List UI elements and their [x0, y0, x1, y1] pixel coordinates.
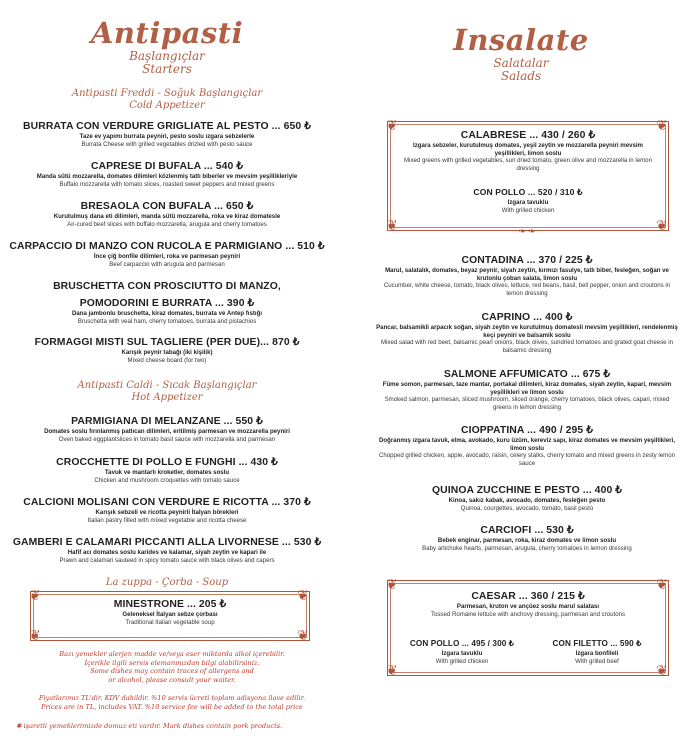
- caesar-con-filetto: [534, 637, 660, 665]
- cold-header-en: Cold Appetizer: [129, 100, 205, 111]
- corner-ornament-icon: ❦: [29, 587, 41, 603]
- menu-item-formaggi: [4, 336, 330, 364]
- item-name: CON POLLO ... 495 / 300 ₺: [409, 639, 515, 648]
- cold-header-text: Antipasti Freddi - Soğuk Başlangıçlar: [71, 88, 263, 99]
- allergen-note: Bazı yemekler alerjen madde ve/veya eser miktarda alkol içerebilir.: [59, 650, 285, 658]
- item-desc-tr: Manda sütü mozzarella, domates dilimleri közlenmiş tatlı biberler ve mevsim yeşillikleriyle: [36, 173, 298, 180]
- item-desc-en: Quinoa, courgettes, avocado, tomato, basil pesto: [460, 504, 594, 512]
- corner-ornament-icon: ❦: [297, 587, 309, 603]
- item-name: CON POLLO ... 520 / 310 ₺: [473, 187, 583, 197]
- item-desc-en: With grilled beef: [575, 657, 619, 665]
- corner-ornament-icon: ❦: [386, 217, 398, 233]
- item-desc-en: Mixed greens with grilled vegetables, sun dried tomato, green olive and mozzarella in lemon dressing: [404, 157, 652, 172]
- item-desc-tr: Taze ev yapımı burrata peyniri, pesto soslu ızgara sebzelerle: [79, 133, 255, 140]
- item-name-line2: POMODORINI E BURRATA ... 390 ₺: [79, 298, 255, 309]
- item-desc-en: Air-cured beef slices with buffalo mozzarella, arugula and cherry tomatoes: [67, 220, 267, 228]
- menu-item-crocchette: [4, 456, 330, 484]
- item-desc-tr: Izgara sebzeler, kurutulmuş domates, yeşil zeytin ve mozzarella peyniri mevsim yeşillikleri, limon soslu: [413, 142, 643, 157]
- item-name: MINESTRONE ... 205 ₺: [113, 599, 227, 610]
- antipasti-title-tr: Başlangıçlar: [129, 49, 205, 63]
- item-desc-en: Chicken and mushroom croquettes with tomato sauce: [94, 476, 240, 484]
- corner-ornament-icon: ❦: [297, 627, 309, 643]
- menu-item-caprese: [4, 160, 330, 188]
- item-desc-tr: Marul, salatalık, domates, beyaz peynir, siyah zeytin, kırmızı fasulye, tatlı biber, fesleğen, soğan ve krutonlu çoban salata, limon soslu: [385, 267, 669, 282]
- calabrese-con-pollo: [398, 186, 658, 214]
- item-name: CALABRESE ... 430 / 260 ₺: [460, 130, 596, 141]
- hot-header-text: Antipasti Caldi - Sıcak Başlangıçlar: [77, 380, 257, 391]
- corner-ornament-icon: ❦: [656, 217, 668, 233]
- item-desc-tr: Karışık peynir tabağı (iki kişilik): [121, 349, 213, 356]
- caesar-frame: [386, 576, 669, 678]
- item-desc-en: Smoked salmon, parmesan, sliced mushroom, sliced orange, cherry tomatoes, black olives, capari, mixed greens in lemon dressing: [384, 396, 670, 411]
- insalate-heading: [356, 25, 686, 83]
- corner-ornament-icon: ❦: [656, 576, 668, 592]
- pork-marker-icon: ✱: [16, 721, 24, 730]
- soup-header: [4, 577, 330, 589]
- price-note: Prices are in TL, includes VAT. %10 service fee will be added to the total price: [41, 702, 303, 711]
- soup-frame: [29, 587, 310, 643]
- item-desc-tr: Dana jambonlu bruschetta, kiraz domates, burrata ve Antep fıstığı: [71, 310, 263, 317]
- corner-ornament-icon: ❦: [656, 117, 668, 133]
- corner-ornament-icon: ❦: [386, 117, 398, 133]
- menu-item-caprino: [376, 311, 678, 354]
- item-name: CIOPPATINA ... 490 / 295 ₺: [460, 425, 593, 436]
- cold-appetizer-header: [4, 88, 330, 112]
- item-desc-tr: Geleneksel İtalyan sebze çorbası: [122, 611, 218, 618]
- hot-header-en: Hot Appetizer: [131, 392, 203, 403]
- item-desc-tr: Izgara bonfileli: [575, 650, 619, 657]
- item-name: CARPACCIO DI MANZO CON RUCOLA E PARMIGIANO ... 510 ₺: [9, 241, 325, 252]
- item-desc-en: Mixed cheese board (for two): [127, 356, 207, 364]
- item-desc-tr: Bebek enginar, parmesan, roka, kiraz domates ve limon soslu: [437, 537, 617, 544]
- item-desc-en: Bruschetta with veal ham, cherry tomatoes, burrata and pistachios: [77, 317, 257, 325]
- item-name: FORMAGGI MISTI SUL TAGLIERE (PER DUE)... 870 ₺: [34, 337, 300, 348]
- pork-note-text: işaretli yemeklerimizde domuz eti vardır. Mark dishes contain pork products.: [23, 721, 283, 730]
- item-name: BRUSCHETTA CON PROSCIUTTO DI MANZO,: [53, 281, 281, 292]
- item-desc-tr: Karışık sebzeli ve ricotta peynirli İtalyan börekleri: [95, 509, 239, 516]
- notes-block: [14, 650, 330, 730]
- menu-item-gamberi: [4, 536, 330, 564]
- item-desc-tr: Parmesan, kruton ve ançüez soslu marul salatası: [456, 603, 600, 610]
- allergen-note: İçerikle ilgili servis elemanınızdan bilgi alabilirsiniz.: [84, 658, 260, 667]
- item-desc-en: Prawn and calamari sauteed in spicy tomato sauce with black olives and capers: [59, 556, 275, 564]
- item-name: CALCIONI MOLISANI CON VERDURE E RICOTTA ... 370 ₺: [23, 497, 311, 508]
- item-desc-en: Italian pastry filled with mixed vegetable and ricotta cheese: [87, 516, 247, 524]
- item-desc-en: Beef carpaccio with arugula and parmesan: [109, 260, 225, 268]
- hot-appetizer-header: [4, 380, 330, 404]
- item-name: CROCCHETTE DI POLLO E FUNGHI ... 430 ₺: [56, 457, 278, 468]
- item-name: CAESAR ... 360 / 215 ₺: [471, 591, 585, 602]
- item-desc-en: Baby artichoke hearts, parmesan, arugula, cherry tomatoes in lemon dressing: [422, 544, 632, 552]
- menu-item-salmone: [376, 368, 678, 411]
- item-desc-tr: Kurutulmuş dana eti dilimleri, manda sütü mozzarella, roka ve kiraz domatesle: [53, 213, 281, 220]
- menu-item-bresaola: [4, 200, 330, 228]
- item-name: CONTADINA ... 370 / 225 ₺: [461, 255, 593, 266]
- item-name: CAPRESE DI BUFALA ... 540 ₺: [90, 161, 244, 172]
- insalate-title-en: Salads: [500, 69, 542, 83]
- menu-item-parmigiana: [4, 415, 330, 443]
- item-desc-en: Buffalo mozzarella with tomato slices, roasted sweet peppers and mixed greens: [59, 180, 275, 188]
- item-desc-tr: Izgara tavuklu: [507, 199, 549, 206]
- item-desc-tr: Hafif acı domates soslu karides ve kalamar, siyah zeytin ve kapari ile: [67, 549, 267, 556]
- menu-item-calabrese: [398, 129, 658, 172]
- pork-note: [14, 722, 330, 731]
- corner-ornament-icon: ❦: [386, 662, 398, 678]
- menu-item-contadina: [376, 254, 678, 297]
- corner-ornament-icon: ❦: [386, 576, 398, 592]
- item-name: CAPRINO ... 400 ₺: [481, 312, 573, 323]
- allergen-note: Some dishes may contain traces of allergens and: [90, 667, 254, 676]
- menu-item-calcioni: [4, 496, 330, 524]
- antipasti-title-en: Starters: [142, 62, 192, 76]
- item-desc-en: With grilled chicken: [501, 206, 555, 214]
- item-name: CARCIOFI ... 530 ₺: [480, 525, 574, 536]
- item-desc-tr: Doğranmış ızgara tavuk, elma, avokado, kuru üzüm, kereviz sapı, kiraz domates ve mevsim yeşillikleri, limon soslu: [378, 437, 675, 452]
- menu-item-cioppatina: [376, 424, 678, 467]
- item-desc-tr: Füme somon, parmesan, taze mantar, portakal dilimleri, kiraz domates, siyah zeytin, kapari, mevsim yeşillikleri ve limon soslu: [382, 381, 672, 396]
- divider-ornament-icon: ❧❧: [518, 226, 538, 236]
- menu-item-caesar: [398, 590, 658, 618]
- menu-item-carpaccio: [4, 240, 330, 268]
- item-desc-tr: İnce çiğ bonfile dilimleri, roka ve parmesan peyniri: [93, 253, 241, 260]
- insalate-title: Insalate: [453, 23, 589, 57]
- corner-ornament-icon: ❦: [29, 627, 41, 643]
- item-desc-en: Tossed Romaine lettuce with anchovy dressing, parmesan and croutons: [430, 610, 626, 618]
- menu-item-quinoa: [376, 484, 678, 512]
- item-desc-tr: Pancar, balsamikli arpacık soğan, siyah zeytin ve kurutulmuş domatesli mevsim yeşillikleri, rendelenmiş keçi peyniri ve balsamik soslu: [376, 324, 678, 339]
- item-name: SALMONE AFFUMICATO ... 675 ₺: [443, 369, 611, 380]
- item-desc-en: Mixed salad with red beet, balsamic pearl onions, black olives, sundried tomatoes and grated goat cheese in balsamic dressing: [381, 339, 673, 354]
- menu-item-burrata: [4, 120, 330, 148]
- item-desc-tr: Izgara tavuklu: [441, 650, 483, 657]
- item-desc-en: Traditional Italian vegetable soup: [125, 618, 215, 626]
- allergen-note: or alcohol, please consult your waiter.: [108, 675, 236, 684]
- item-name: CON FILETTO ... 590 ₺: [552, 639, 642, 648]
- item-desc-en: Burrata Cheese with grilled vegetables drizled with pesto sauce: [81, 140, 253, 148]
- item-desc-en: Chopped grilled chicken, apple, avocado, raisin, celery stalks, cherry tomato and mixed greens in zesty lemon sauce: [378, 452, 676, 467]
- insalate-title-tr: Salatalar: [493, 56, 549, 70]
- corner-ornament-icon: ❦: [656, 662, 668, 678]
- caesar-con-pollo: [402, 637, 522, 665]
- item-desc-en: Oven baked eggplantslices in tomato basil sauce with mozzarella and parmesan: [58, 435, 276, 443]
- item-name: PARMIGIANA DI MELANZANE ... 550 ₺: [71, 416, 263, 427]
- item-desc-en: Cucumber, white cheese, tomato, black olives, lettuce, red beans, basil, bell pepper, onion and croutons in lemon dressing: [383, 282, 671, 297]
- antipasti-heading: [4, 18, 330, 76]
- item-name: QUINOA ZUCCHINE E PESTO ... 400 ₺: [431, 485, 623, 496]
- item-desc-tr: Tavuk ve mantarlı kroketler, domates soslu: [104, 469, 230, 476]
- item-name: BURRATA CON VERDURE GRIGLIATE AL PESTO ... 650 ₺: [23, 121, 311, 132]
- menu-item-minestrone: [31, 598, 309, 626]
- item-name: BRESAOLA CON BUFALA ... 650 ₺: [80, 201, 254, 212]
- antipasti-title: Antipasti: [90, 16, 244, 50]
- item-name: GAMBERI E CALAMARI PICCANTI ALLA LIVORNESE ... 530 ₺: [12, 537, 322, 548]
- calabrese-frame: [386, 117, 669, 236]
- price-note: Fiyatlarımız TL'dir. KDV dahildir. %10 servis ücreti toplam adisyona ilave edilir.: [38, 694, 306, 703]
- item-desc-en: With grilled chicken: [435, 657, 489, 665]
- item-desc-tr: Kinoa, sakız kabak, avocado, domates, fesleğen pesto: [448, 497, 606, 504]
- menu-item-carciofi: [376, 524, 678, 552]
- soup-header-text: La zuppa - Çorba - Soup: [105, 577, 229, 588]
- menu-item-bruschetta: [4, 280, 330, 325]
- item-desc-tr: Domates soslu fırınlanmış patlıcan dilimleri, eritilmiş parmesan ve mozzarella peyniri: [44, 428, 290, 435]
